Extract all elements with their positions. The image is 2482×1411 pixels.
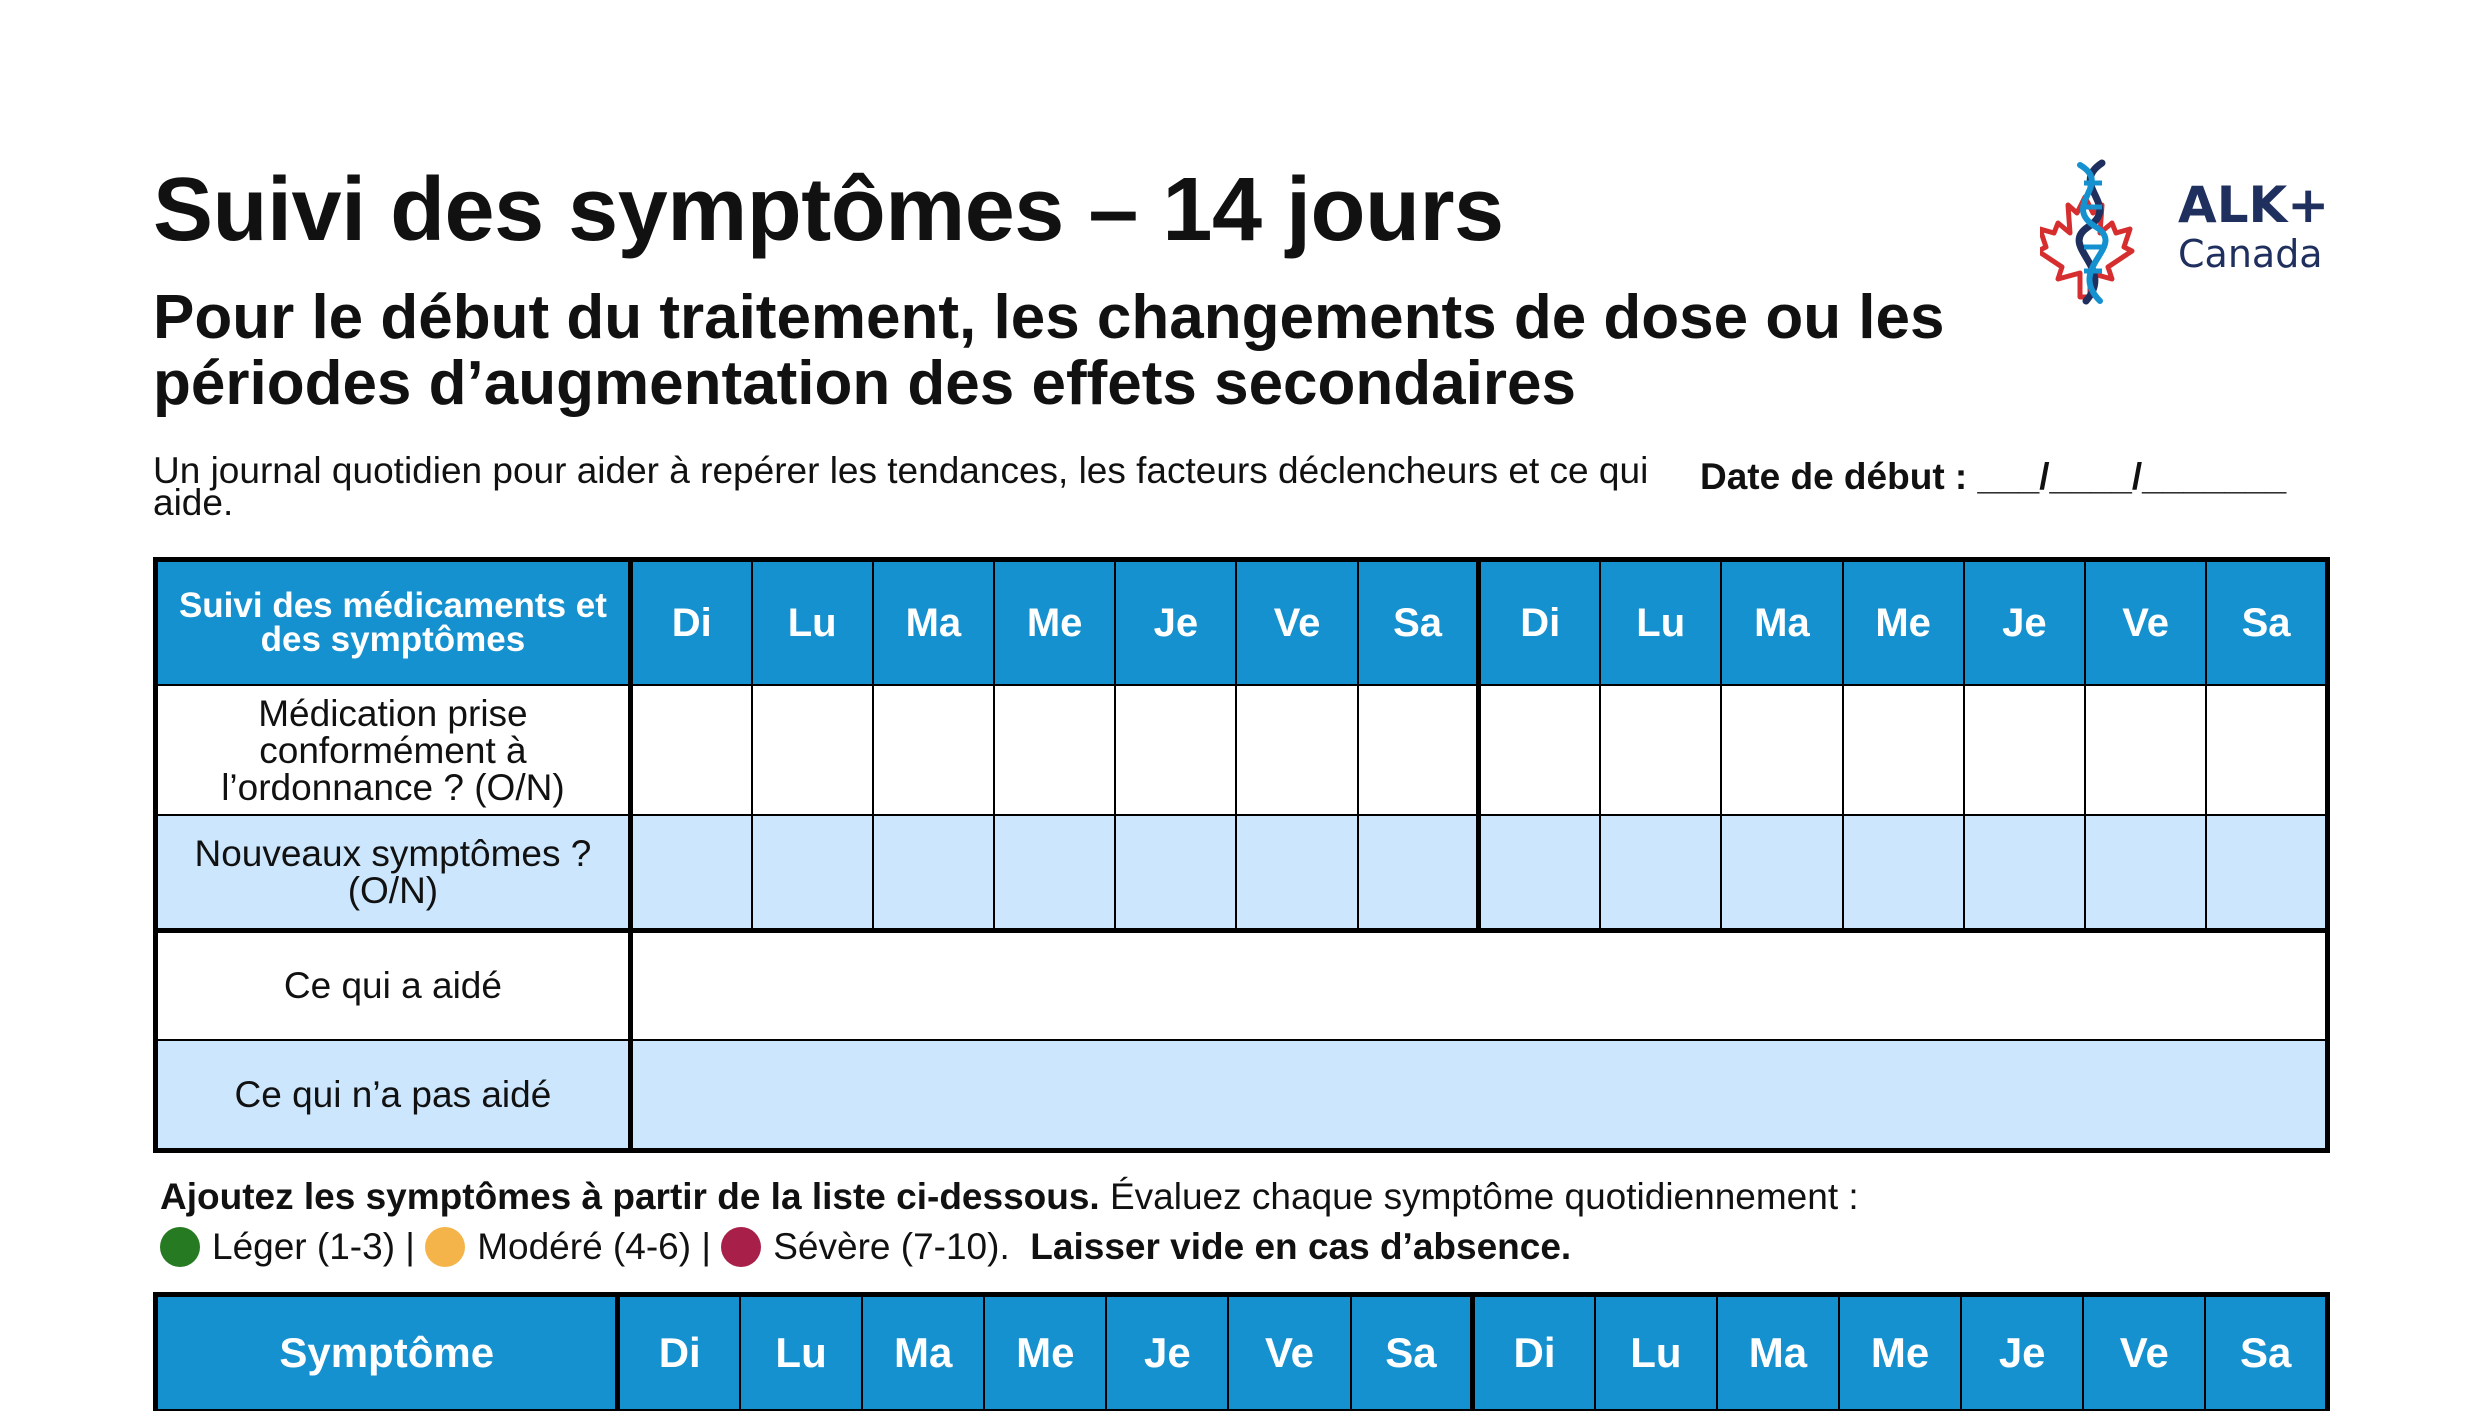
entry-cell[interactable] bbox=[1600, 815, 1721, 930]
table-header-row bbox=[156, 560, 2328, 686]
table-row bbox=[156, 1040, 2328, 1150]
day-header: Me bbox=[984, 1295, 1106, 1411]
entry-cell[interactable] bbox=[994, 815, 1115, 930]
symptom-column-header: Symptôme bbox=[156, 1295, 618, 1411]
logo-wordmark bbox=[2178, 178, 2329, 276]
day-header: Di bbox=[630, 560, 751, 686]
instructions-text: Évaluez chaque symptôme quotidiennement : bbox=[1099, 1176, 1859, 1217]
day-header: Je bbox=[1106, 1295, 1228, 1411]
day-header: Ma bbox=[1721, 560, 1842, 686]
symptom-rating-table bbox=[153, 1292, 2330, 1411]
entry-cell[interactable] bbox=[1358, 815, 1479, 930]
day-header: Ma bbox=[873, 560, 994, 686]
rating-instructions bbox=[160, 1172, 2360, 1272]
corner-header: Suivi des médicaments et des symptômes bbox=[156, 560, 631, 686]
day-header: Sa bbox=[2206, 560, 2327, 686]
day-header: Lu bbox=[1595, 1295, 1717, 1411]
row-label-new-symptoms: Nouveaux symptômes ? (O/N) bbox=[156, 815, 631, 930]
entry-cell[interactable] bbox=[2206, 685, 2327, 815]
entry-cell[interactable] bbox=[1479, 815, 1600, 930]
start-date-field[interactable]: Date de début : ___/____/_______ bbox=[1700, 456, 2287, 497]
severe-dot-icon bbox=[721, 1227, 761, 1267]
day-header: Me bbox=[1843, 560, 1964, 686]
day-header: Di bbox=[1479, 560, 1600, 686]
legend-severe: Sévère (7-10). bbox=[773, 1226, 1010, 1267]
entry-cell[interactable] bbox=[1843, 685, 1964, 815]
row-label-what-helped: Ce qui a aidé bbox=[156, 930, 631, 1040]
entry-cell[interactable] bbox=[1115, 815, 1236, 930]
table-row bbox=[156, 685, 2328, 815]
day-header: Lu bbox=[740, 1295, 862, 1411]
entry-cell[interactable] bbox=[2085, 815, 2206, 930]
day-header: Ma bbox=[1717, 1295, 1839, 1411]
day-header: Me bbox=[994, 560, 1115, 686]
entry-cell[interactable] bbox=[1721, 815, 1842, 930]
severity-legend bbox=[160, 1222, 2360, 1272]
instructions-bold-lead: Ajoutez les symptômes à partir de la liste ci-dessous. bbox=[160, 1176, 1100, 1217]
day-header: Je bbox=[1115, 560, 1236, 686]
row-label-what-didnt-help: Ce qui n’a pas aidé bbox=[156, 1040, 631, 1150]
table-row bbox=[156, 815, 2328, 930]
entry-cell[interactable] bbox=[873, 815, 994, 930]
day-header: Lu bbox=[1600, 560, 1721, 686]
day-header: Ma bbox=[862, 1295, 984, 1411]
medication-tracker-table bbox=[153, 557, 2330, 1153]
entry-cell[interactable] bbox=[752, 685, 873, 815]
entry-cell[interactable] bbox=[1600, 685, 1721, 815]
legend-moderate: Modéré (4-6) | bbox=[477, 1226, 722, 1267]
entry-cell[interactable] bbox=[2206, 815, 2327, 930]
what-helped-field[interactable] bbox=[630, 930, 2327, 1040]
day-header: Ve bbox=[2083, 1295, 2205, 1411]
entry-cell[interactable] bbox=[1115, 685, 1236, 815]
legend-mild: Léger (1-3) | bbox=[212, 1226, 426, 1267]
entry-cell[interactable] bbox=[1964, 815, 2085, 930]
entry-cell[interactable] bbox=[2085, 685, 2206, 815]
mild-dot-icon bbox=[160, 1227, 200, 1267]
instructions-bold-tail: Laisser vide en cas d’absence. bbox=[1030, 1226, 1572, 1267]
table-row bbox=[156, 930, 2328, 1040]
page-title: Suivi des symptômes – 14 jours bbox=[153, 160, 1504, 260]
entry-cell[interactable] bbox=[1358, 685, 1479, 815]
day-header: Sa bbox=[1358, 560, 1479, 686]
day-header: Sa bbox=[2205, 1295, 2327, 1411]
instructions-line-1 bbox=[160, 1172, 2360, 1222]
entry-cell[interactable] bbox=[752, 815, 873, 930]
entry-cell[interactable] bbox=[630, 685, 751, 815]
day-header: Ve bbox=[2085, 560, 2206, 686]
entry-cell[interactable] bbox=[1721, 685, 1842, 815]
entry-cell[interactable] bbox=[873, 685, 994, 815]
day-header: Di bbox=[618, 1295, 740, 1411]
day-header: Je bbox=[1964, 560, 2085, 686]
day-header: Di bbox=[1473, 1295, 1595, 1411]
table-header-row bbox=[156, 1295, 2328, 1411]
moderate-dot-icon bbox=[425, 1227, 465, 1267]
intro-text: Un journal quotidien pour aider à repérer les tendances, les facteurs déclencheurs et ce qui aide. bbox=[153, 450, 1649, 523]
what-didnt-help-field[interactable] bbox=[630, 1040, 2327, 1150]
logo-line-1: ALK+ bbox=[2178, 176, 2330, 234]
day-header: Lu bbox=[752, 560, 873, 686]
entry-cell[interactable] bbox=[630, 815, 751, 930]
day-header: Ve bbox=[1228, 1295, 1350, 1411]
entry-cell[interactable] bbox=[1236, 815, 1357, 930]
day-header: Je bbox=[1961, 1295, 2083, 1411]
logo-line-2: Canada bbox=[2178, 232, 2323, 276]
page-subtitle: Pour le début du traitement, les changements de dose ou les périodes d’augmentation des effets secondaires bbox=[153, 283, 1945, 418]
entry-cell[interactable] bbox=[1843, 815, 1964, 930]
row-label-medication: Médication prise conformément à l’ordonnance ? (O/N) bbox=[156, 685, 631, 815]
entry-cell[interactable] bbox=[1236, 685, 1357, 815]
entry-cell[interactable] bbox=[1964, 685, 2085, 815]
day-header: Sa bbox=[1351, 1295, 1473, 1411]
entry-cell[interactable] bbox=[994, 685, 1115, 815]
entry-cell[interactable] bbox=[1479, 685, 1600, 815]
day-header: Ve bbox=[1236, 560, 1357, 686]
day-header: Me bbox=[1839, 1295, 1961, 1411]
